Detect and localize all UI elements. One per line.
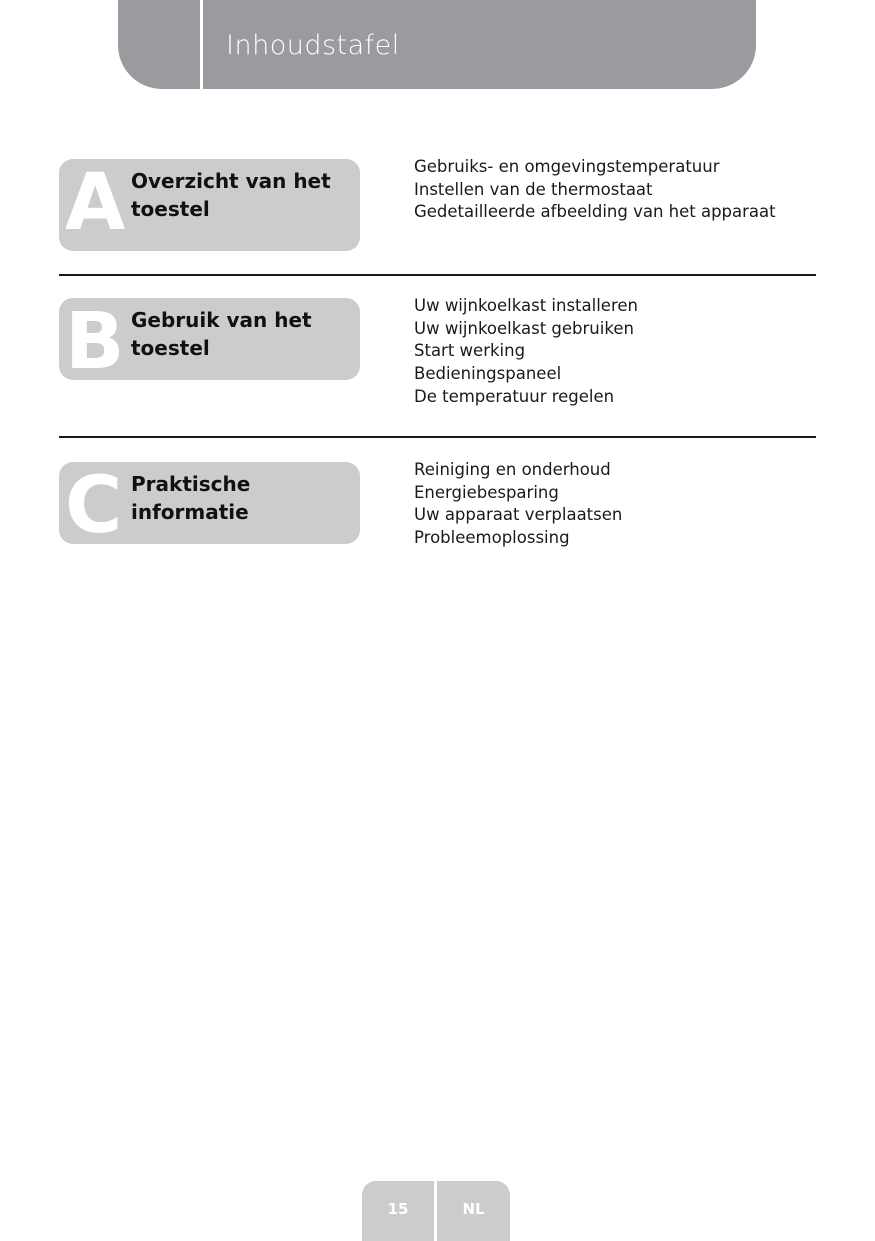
- section-divider: [59, 274, 816, 276]
- section-c-title: Praktische informatie: [131, 472, 251, 524]
- section-a-title: Overzicht van het toestel: [131, 169, 331, 221]
- toc-item: Reiniging en onderhoud: [414, 460, 611, 479]
- toc-item: Instellen van de thermostaat: [414, 179, 653, 199]
- section-b-title: Gebruik van het toestel: [131, 308, 312, 360]
- section-b-box: [59, 298, 360, 380]
- page-number: 15: [387, 1200, 409, 1218]
- toc-item: Bedieningspaneel: [414, 364, 562, 384]
- footer-tab: [362, 1181, 510, 1241]
- language-code: NL: [462, 1200, 485, 1218]
- toc-item: Energiebesparing: [414, 482, 559, 502]
- section-a-letter: A: [65, 159, 126, 248]
- toc-item: De temperatuur regelen: [414, 386, 615, 406]
- toc-item: Start werking: [414, 341, 526, 361]
- toc-item: Probleemoplossing: [414, 528, 570, 548]
- section-c-items: [414, 459, 622, 550]
- section-b-items: [414, 295, 638, 409]
- page-title: Inhoudstafel: [226, 30, 400, 61]
- toc-item: Gebruiks- en omgevingstemperatuur: [414, 157, 720, 176]
- section-c-box: [59, 462, 360, 544]
- section-a-items: [414, 156, 776, 224]
- toc-item: Uw wijnkoelkast installeren: [414, 296, 638, 315]
- section-a-box: [59, 159, 360, 251]
- header-divider: [200, 0, 203, 89]
- section-c-letter: C: [65, 462, 123, 544]
- toc-item: Uw apparaat verplaatsen: [414, 505, 623, 525]
- header-tab: [118, 0, 756, 89]
- toc-item: Gedetailleerde afbeelding van het apparaat: [414, 202, 776, 222]
- section-divider: [59, 436, 816, 438]
- toc-item: Uw wijnkoelkast gebruiken: [414, 318, 634, 338]
- section-b-letter: B: [65, 298, 125, 380]
